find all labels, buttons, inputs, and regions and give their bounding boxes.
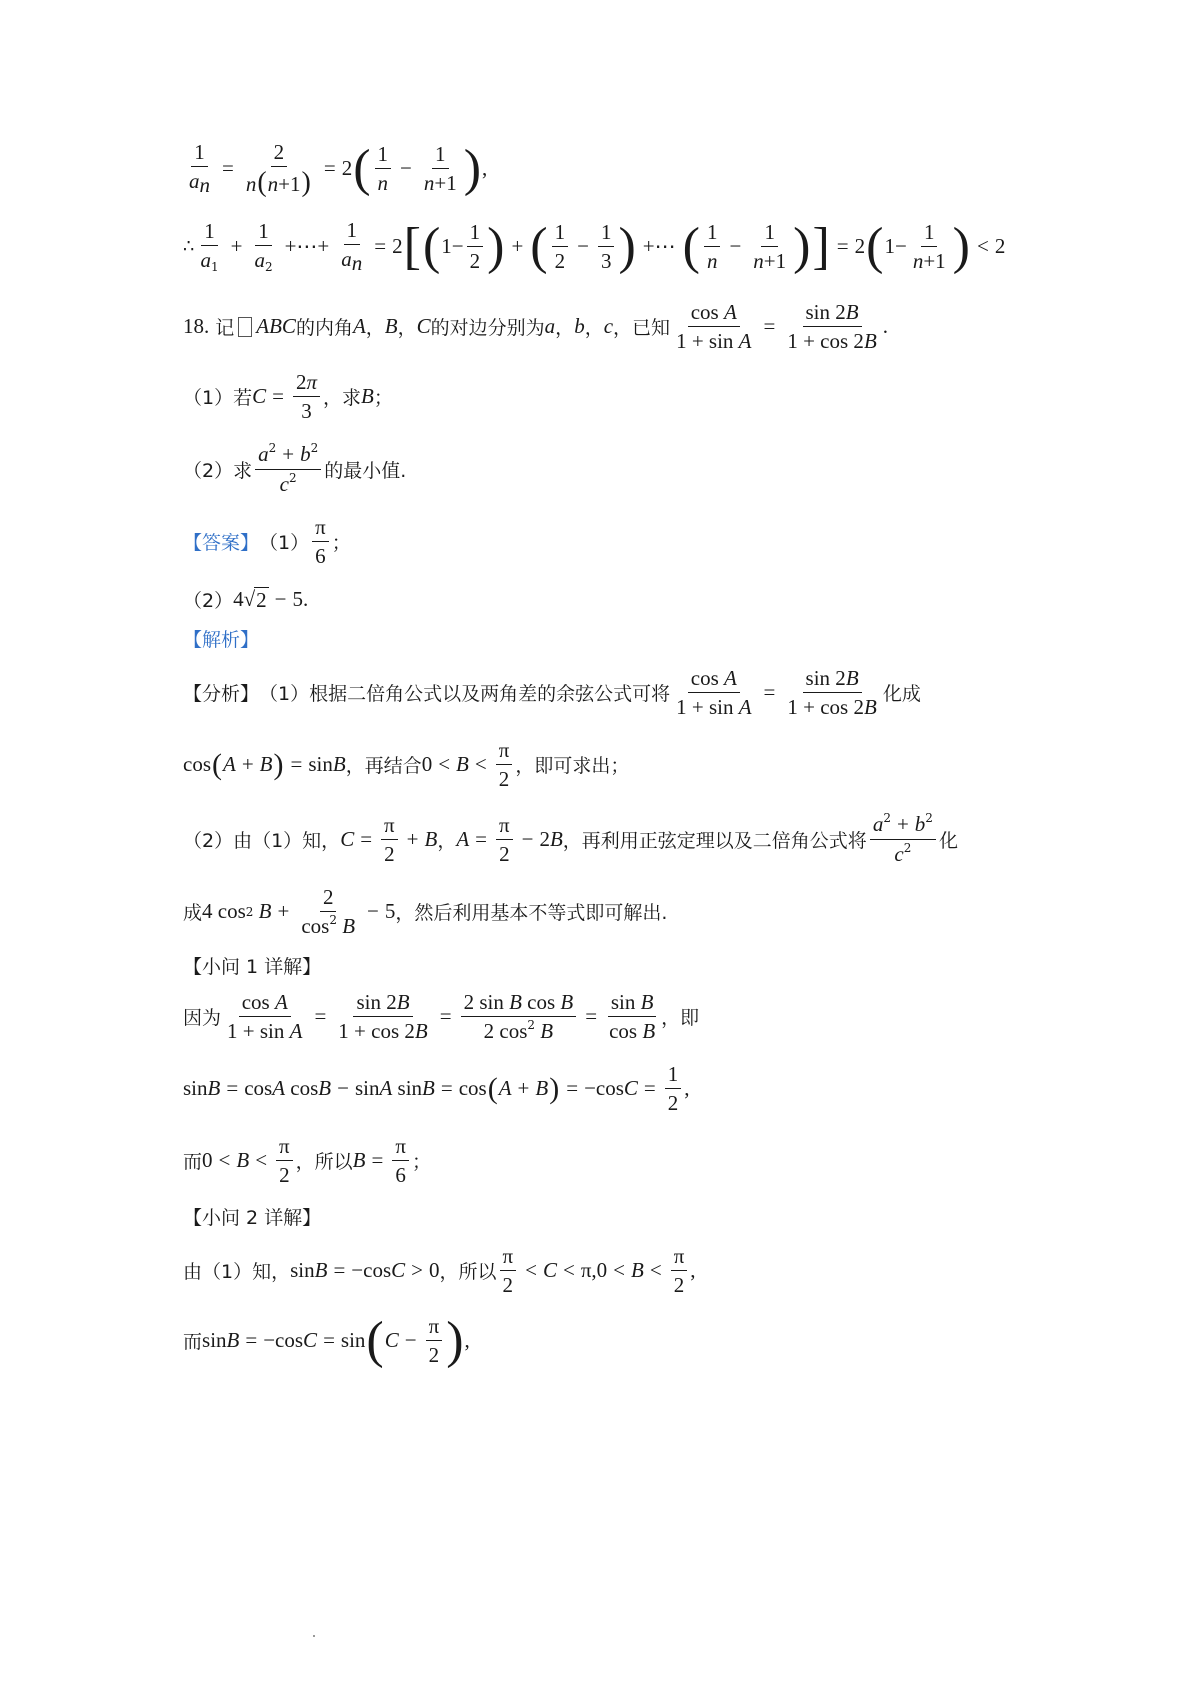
analysis-tag: 【解析】 (183, 629, 260, 651)
detail-2-header: 【小问 2 详解】 (183, 1207, 322, 1229)
equation-sum-bound: ∴ $\frac{1}{a_1}$ + $\frac{1}{a_2}$ +⋯+ $\frac{1}{a_n}$ = 2 [ ( 1− $\frac{1}{2}$ ) + ( $\frac{1}{2}$ − $\frac{1}{3}$ ) +⋯ ( $\frac{1}{n}$ − $\frac{1}{n+1}$ ) ] = 2 ( 1− $\frac{1}{n+1}$ ) < 2 (183, 217, 1006, 276)
detail-1-line-2: sin B = cos A cos B − sin A sin B = cos ( A + B ) = −cos C = $\frac{1}{2}$ , (183, 1062, 690, 1116)
detail-2-line-1: 由（1）知， sin B = −cos C > 0 ，所以 $\frac{\pi}{2}$ < C < π, 0 < B < $\frac{\pi}{2}$ , (183, 1244, 696, 1298)
detail-1-header: 【小问 1 详解】 (183, 956, 322, 978)
analysis-line-4: 成 4 cos 2 B + $\frac{2}{\cos^2 B}$ − 5 ，然后利用基本不等式即可解出. (183, 885, 668, 939)
sub-question-1: （1）若 C = $\frac{2\pi}{3}$ ，求 B ； (183, 370, 393, 424)
equation-reciprocal-an: $\frac{1}{a_n}$ = $\frac{2}{n(n+1)}$ = 2 ( $\frac{1}{n}$ − $\frac{1}{n+1}$ ) , (189, 139, 488, 199)
question-18-stem: 18. 记 ABC 的内角 A ， B ， C 的对边分别为 a ， b ， c ， 已知 $\frac{\text{cos A}}{\text{1 + sin A}}$ = $\frac{\sin 2B}{1 + \cos 2B}$ . (183, 300, 889, 354)
analysis-line-3: （2）由（1）知， C = $\frac{\pi}{2}$ + B ， A = $\frac{\pi}{2}$ − 2 B ，再利用正弦定理以及二倍角公式将 $\frac{a^2 + b^2}{c^2}$ 化 (183, 811, 958, 866)
analysis-line-1: 【分析】 （1）根据二倍角公式以及两角差的余弦公式可将 $\frac{\text{cos A}}{\text{1 + sin A}}$ = $\frac{\sin 2B}{1 + \cos 2B}$ 化成 (183, 666, 921, 720)
answer-part-1: 【答案】 （1） $\frac{\pi}{6}$ ； (183, 515, 351, 569)
answer-tag: 【答案】 (183, 532, 260, 555)
analysis-header (183, 625, 259, 652)
stray-dot (313, 1635, 315, 1637)
triangle-symbol-placeholder (238, 317, 252, 337)
question-number: 18. (183, 314, 210, 339)
detail-1-line-1: 因为 $\frac{\text{cos A}}{\text{1 + sin A}}$ = $\frac{\sin 2B}{1 + \cos 2B}$ = $\frac{\text{2 sin B cos B}}{2 \cos^2 B}$ = $\frac{\text{sin B}}{\text{cos B}}$ ，即 (183, 990, 700, 1044)
detail-1-line-3: 而 0 < B < $\frac{\pi}{2}$ ，所以 B = $\frac{\pi}{6}$ ； (183, 1134, 431, 1188)
analysis-line-2: cos ( A + B ) = sin B ，再结合 0 < B < $\frac{\pi}{2}$ ，即可求出； (183, 738, 630, 792)
sub-question-2: （2）求 $\frac{a^2 + b^2}{c^2}$ 的最小值. (183, 441, 407, 496)
detail-2-line-2: 而 sin B = −cos C = sin ( C − $\frac{\pi}{2}$ ) , (183, 1311, 470, 1369)
answer-part-2: （2） 4 √ 2 − 5 . (183, 587, 309, 612)
